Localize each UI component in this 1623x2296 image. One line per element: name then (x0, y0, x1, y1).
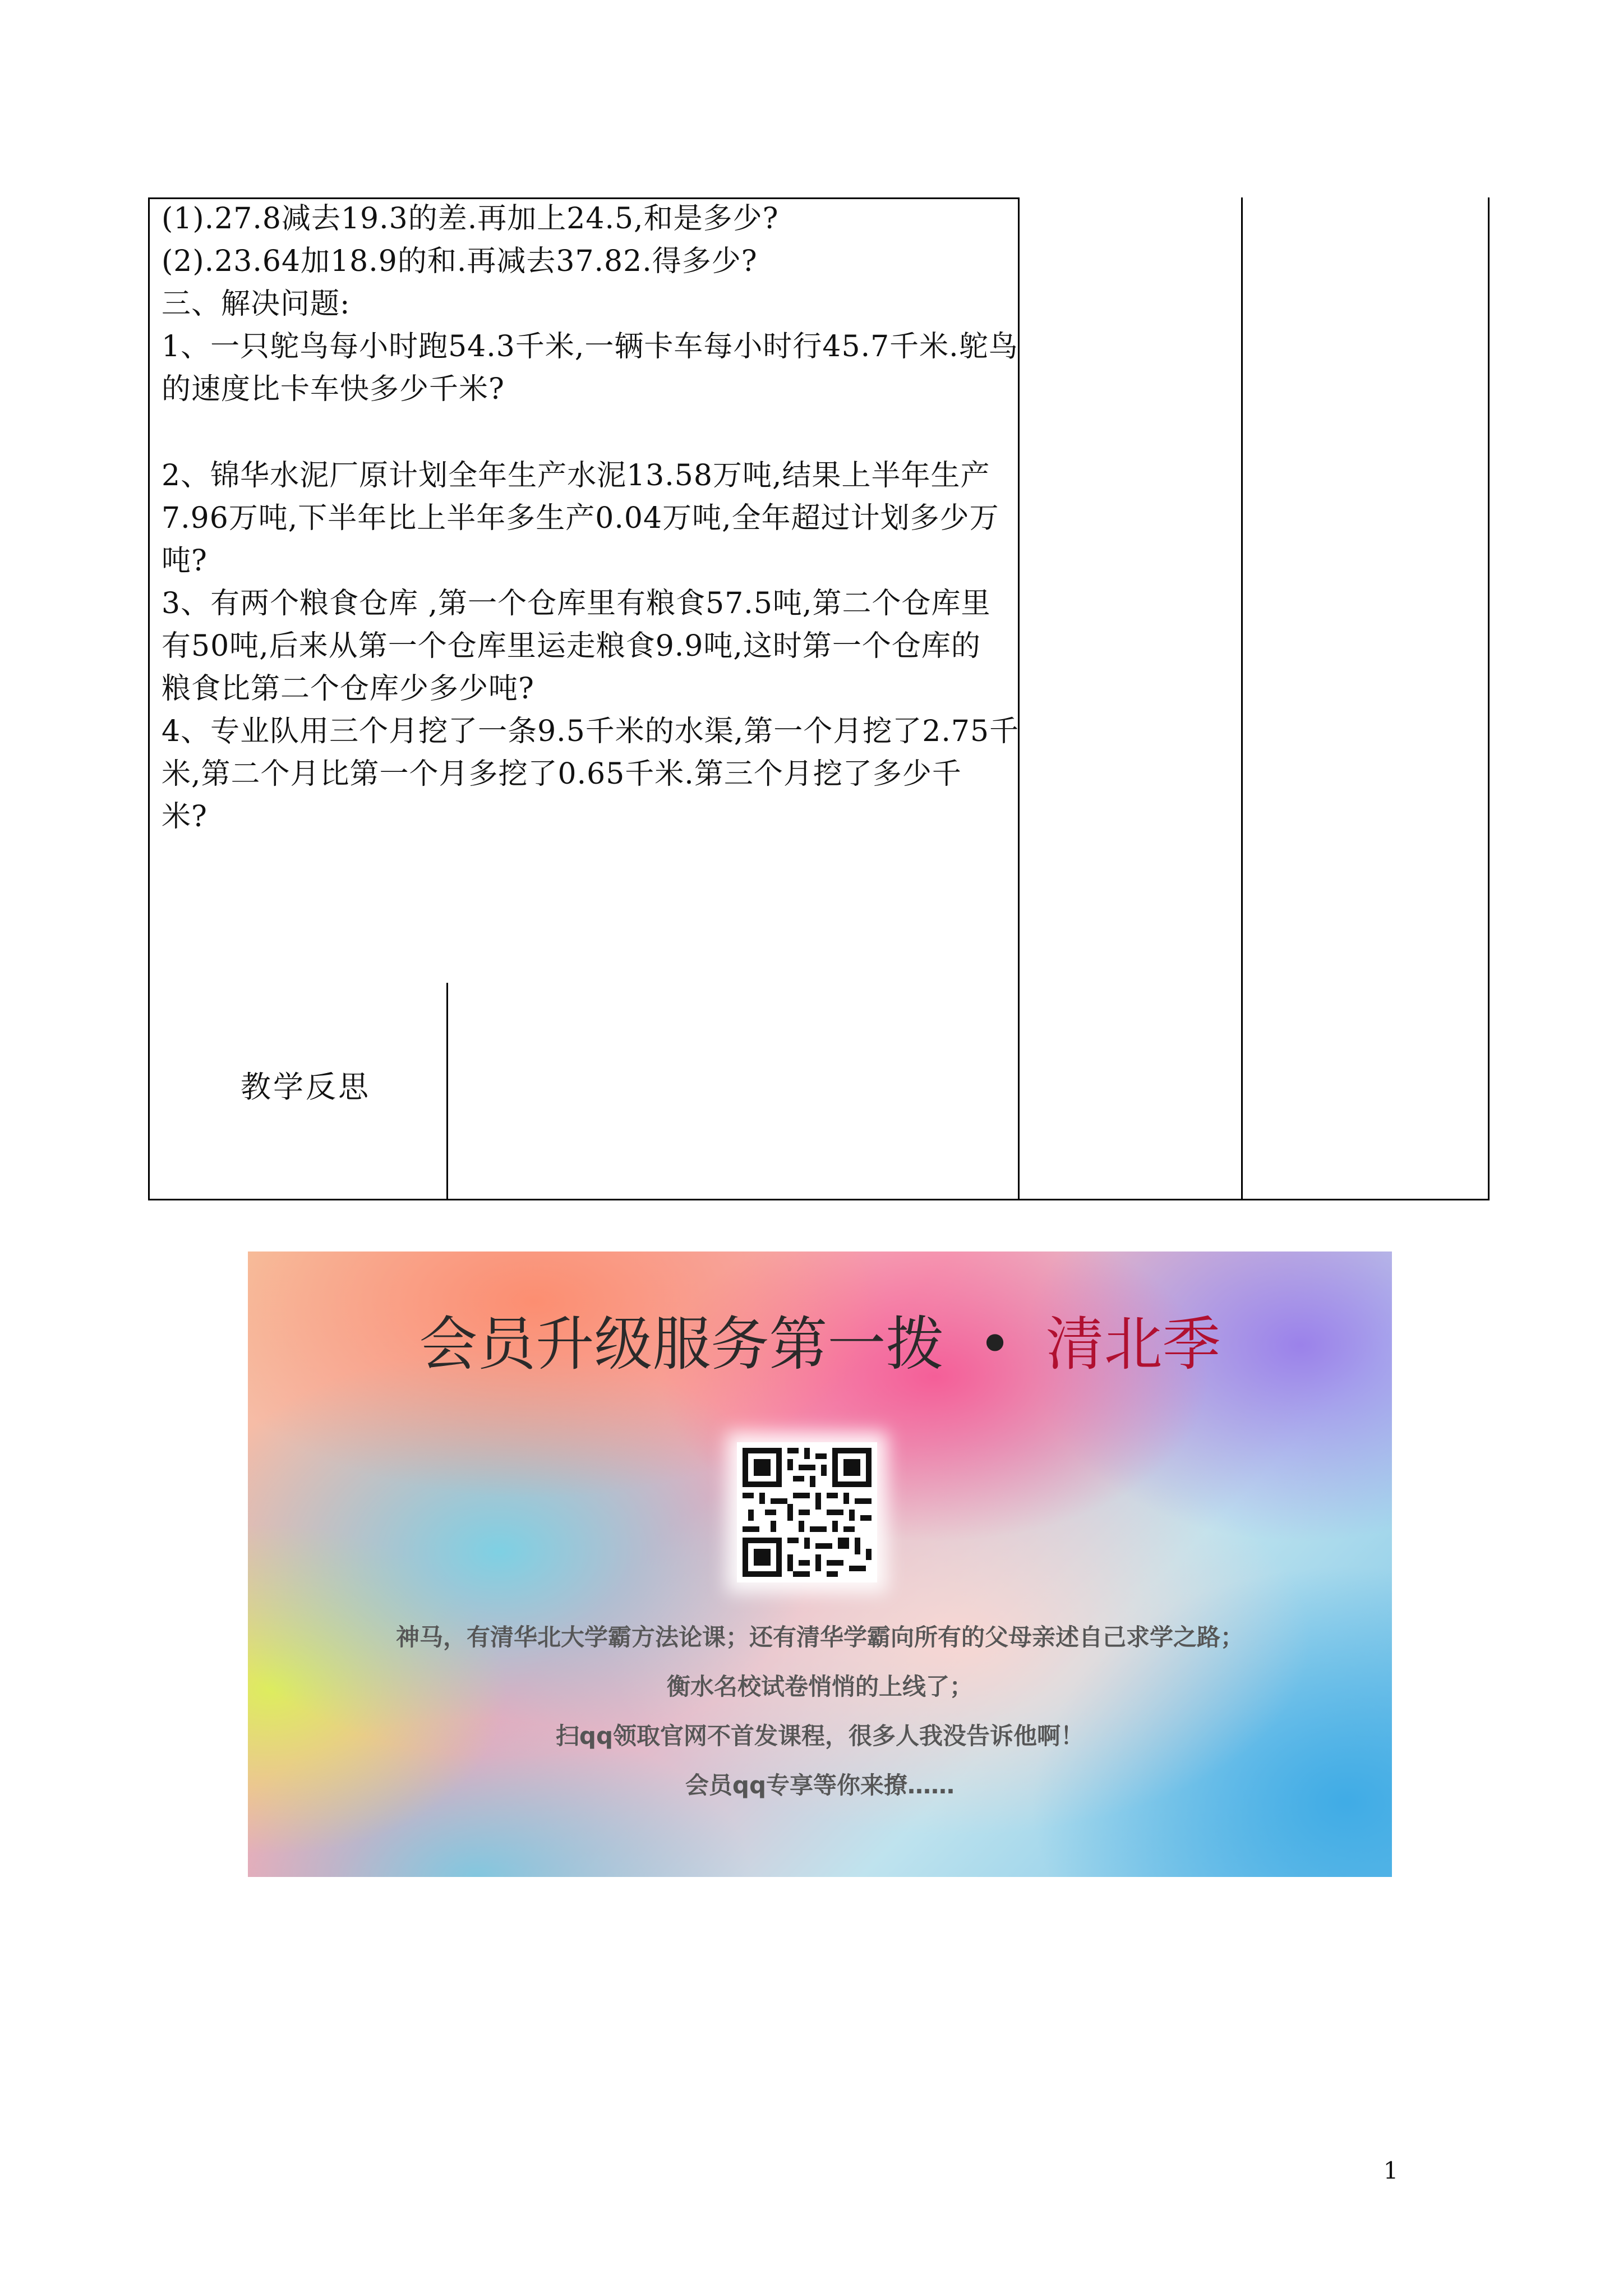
section-heading: 三、解决问题: (162, 287, 351, 321)
problem-1-line: 1、一只鸵鸟每小时跑54.3千米,一辆卡车每小时行45.7千米.鸵鸟 (162, 330, 1018, 364)
problem-4-line: 4、专业队用三个月挖了一条9.5千米的水渠,第一个月挖了2.75千 (162, 715, 1020, 748)
worksheet-line: (2).23.64加18.9的和.再减去37.82.得多少? (162, 245, 758, 278)
banner-title-main: 会员升级服务第一拨 (419, 1310, 944, 1378)
banner-text-line: 衡水名校试卷悄悄的上线了； (666, 1673, 973, 1700)
banner-text-line: 扫qq领取官网不首发课程，很多人我没告诉他啊！ (555, 1722, 1085, 1750)
problem-4-line: 米,第二个月比第一个月多挖了0.65千米.第三个月挖了多少千 (162, 757, 962, 791)
banner-title-separator: • (978, 1310, 1012, 1378)
promo-banner[interactable] (248, 1251, 1392, 1877)
problem-2-line: 7.96万吨,下半年比上半年多生产0.04万吨,全年超过计划多少万 (162, 501, 999, 535)
problem-3-line: 粮食比第二个仓库少多少吨? (162, 672, 534, 706)
problem-2-line: 吨? (162, 544, 208, 578)
banner-text-line: 会员qq专享等你来撩…… (685, 1772, 955, 1799)
table-left-border (148, 197, 150, 1200)
banner-title (248, 1308, 1392, 1381)
table-bottom-border (148, 1199, 1490, 1200)
problem-4-line: 米? (162, 800, 208, 834)
qr-code-icon[interactable] (737, 1442, 877, 1582)
problem-3-line: 3、有两个粮食仓库 ,第一个仓库里有粮食57.5吨,第二个仓库里 (162, 587, 991, 620)
reflection-divider (446, 983, 448, 1200)
problem-3-line: 有50吨,后来从第一个仓库里运走粮食9.9吨,这时第一个仓库的 (162, 629, 981, 663)
banner-text-line: 神马，有清华北大学霸方法论课；还有清华学霸向所有的父母亲述自己求学之路； (395, 1623, 1244, 1651)
banner-title-accent: 清北季 (1045, 1310, 1221, 1378)
table-divider-col2 (1241, 197, 1243, 1200)
reflection-label: 教学反思 (241, 1069, 371, 1105)
problem-1-line: 的速度比卡车快多少千米? (162, 372, 505, 406)
table-right-border (1488, 197, 1490, 1200)
problem-2-line: 2、锦华水泥厂原计划全年生产水泥13.58万吨,结果上半年生产 (162, 459, 990, 493)
worksheet-line: (1).27.8减去19.3的差.再加上24.5,和是多少? (162, 202, 779, 236)
page-number: 1 (1383, 2157, 1399, 2184)
